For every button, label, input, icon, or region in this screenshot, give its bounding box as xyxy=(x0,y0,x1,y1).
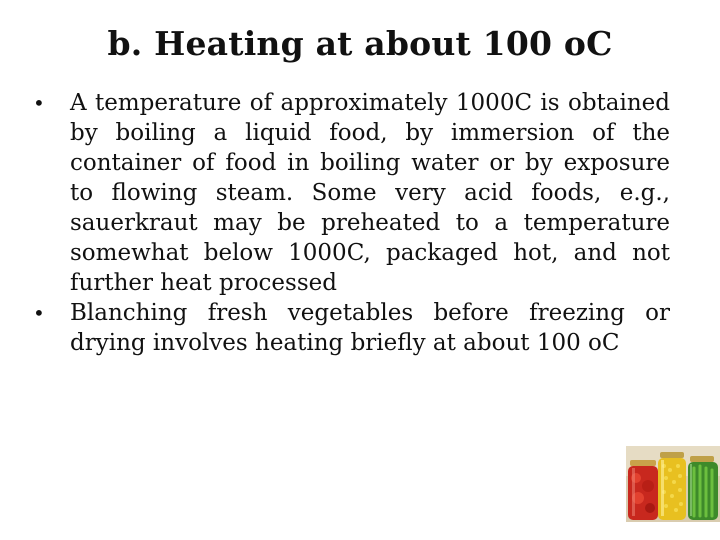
bullet-text: Blanching fresh vegetables before freezing or drying involves heating briefly at about 100 oC xyxy=(70,300,670,356)
bullet-text: A temperature of approximately 1000C is obtained by boiling a liquid food, by immersion of the container of food in boiling water or by exposure to flowing steam. Some very acid foods, e.g., sauerkraut may be preheated to a temperature somewhat below 1000C, packaged hot, and not further heat processed xyxy=(70,90,670,296)
slide-title: b. Heating at about 100 oC xyxy=(107,24,613,63)
bullet-item-boiling xyxy=(30,88,670,298)
bullet-list xyxy=(30,88,670,358)
bullet-marker: • xyxy=(33,91,45,115)
bullet-item-blanching xyxy=(30,298,670,358)
bullet-marker: • xyxy=(33,301,45,325)
canning-jars-image xyxy=(626,446,720,522)
